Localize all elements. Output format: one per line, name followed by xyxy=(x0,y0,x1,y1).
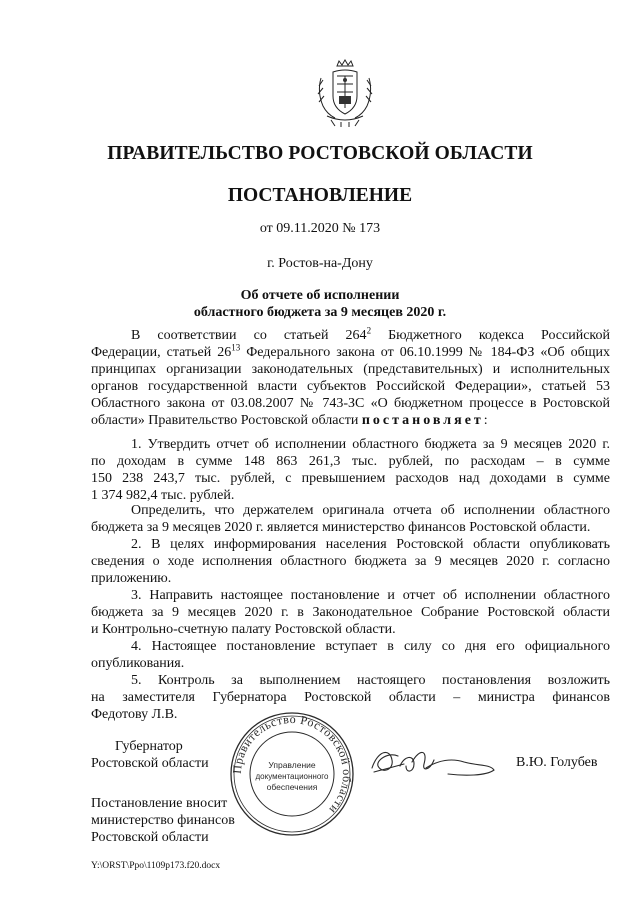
paragraph-line: 4. Настоящее постановление вступает в силу со дня его официального xyxy=(131,639,610,654)
file-path-footer: Y:\ORST\Ppo\1109p173.f20.docx xyxy=(91,861,221,871)
paragraph-line: бюджета за 9 месяцев 2020 г. в Законодательное Собрание Ростовской области xyxy=(91,605,610,620)
item-2-paragraph xyxy=(91,536,610,587)
paragraph-line: 1 374 982,4 тыс. рублей. xyxy=(91,488,235,503)
signatory-title: Губернатор Ростовской области xyxy=(91,739,209,771)
doc-type: ПОСТАНОВЛЕНИЕ xyxy=(227,185,413,206)
paragraph-line: Областного закона от 03.08.2007 № 743-ЗС «О бюджетном процессе в Ростовской xyxy=(91,396,610,411)
handwritten-signature-icon xyxy=(368,742,496,784)
paragraph-line: 5. Контроль за выполнением настоящего постановления возложить xyxy=(131,673,610,688)
decree-keyword: постановляет xyxy=(361,413,484,428)
submitted-by: Постановление вносит министерство финансов Ростовской области xyxy=(91,796,235,845)
paragraph-line: сведения о ходе исполнения областного бюджета за 9 месяцев 2020 г. согласно xyxy=(91,554,610,569)
paragraph-line: Определить, что держателем оригинала отчета об исполнении областного xyxy=(131,503,610,518)
paragraph-line: Федерации, статьей $26^{13}$ Федерального закона от 06.10.1999 № 184-ФЗ «Об общих xyxy=(91,342,610,360)
item-1b-paragraph xyxy=(91,502,610,536)
doc-subject-line: областного бюджета за 9 месяцев 2020 г. xyxy=(193,305,447,320)
doc-city: г. Ростов-на-Дону xyxy=(267,256,373,271)
doc-subject-line: Об отчете об исполнении xyxy=(240,288,400,303)
item-3-paragraph xyxy=(91,587,610,638)
paragraph-line: и Контрольно-счетную палату Ростовской области. xyxy=(91,622,396,637)
paragraph-line: опубликования. xyxy=(91,656,185,671)
org-title: ПРАВИТЕЛЬСТВО РОСТОВСКОЙ ОБЛАСТИ xyxy=(107,143,533,164)
paragraph-line: В соответствии со статьей $264^2$ Бюджетного кодекса Российской xyxy=(131,325,610,343)
signatory-name: В.Ю. Голубев xyxy=(516,755,598,770)
paragraph-line: 150 238 243,7 тыс. рублей, с превышением расходов над доходами в сумме xyxy=(91,471,610,486)
paragraph-line: на заместителя Губернатора Ростовской области – министра финансов xyxy=(91,690,610,705)
paragraph-line: Федотову Л.В. xyxy=(91,707,178,722)
stamp-line: документационного xyxy=(255,772,329,781)
doc-subject xyxy=(0,287,640,321)
paragraph-line: по доходам в сумме 148 863 261,3 тыс. рублей, по расходам – в сумме xyxy=(91,454,610,469)
stamp-ring-text: Правительство Ростовской области xyxy=(229,711,355,817)
paragraph-line: принципах организации законодательных (представительных) и исполнительных xyxy=(91,362,610,377)
paragraph-line: органов государственной власти субъектов Российской Федерации», статьей 53 xyxy=(91,379,610,394)
doc-date-number: от 09.11.2020 № 173 xyxy=(259,221,381,236)
paragraph-line: 2. В целях информирования населения Ростовской области опубликовать xyxy=(131,537,610,552)
paragraph-line: 1. Утвердить отчет об исполнении областного бюджета за 9 месяцев 2020 г. xyxy=(131,437,610,452)
official-stamp-icon xyxy=(228,710,356,838)
stamp-line: Управление xyxy=(268,760,316,770)
item-4-paragraph xyxy=(91,638,610,672)
paragraph-line: области» Правительство Ростовской области постановляет: xyxy=(91,413,488,428)
paragraph-line: бюджета за 9 месяцев 2020 г. является министерство финансов Ростовской области. xyxy=(91,520,591,535)
preamble-paragraph xyxy=(91,327,610,429)
paragraph-line: 3. Направить настоящее постановление и отчет об исполнении областного xyxy=(131,588,610,603)
paragraph-line: приложению. xyxy=(91,571,172,586)
stamp-line: обеспечения xyxy=(266,782,318,792)
rostov-coat-of-arms-icon xyxy=(313,58,377,128)
item-1-paragraph xyxy=(91,436,610,504)
